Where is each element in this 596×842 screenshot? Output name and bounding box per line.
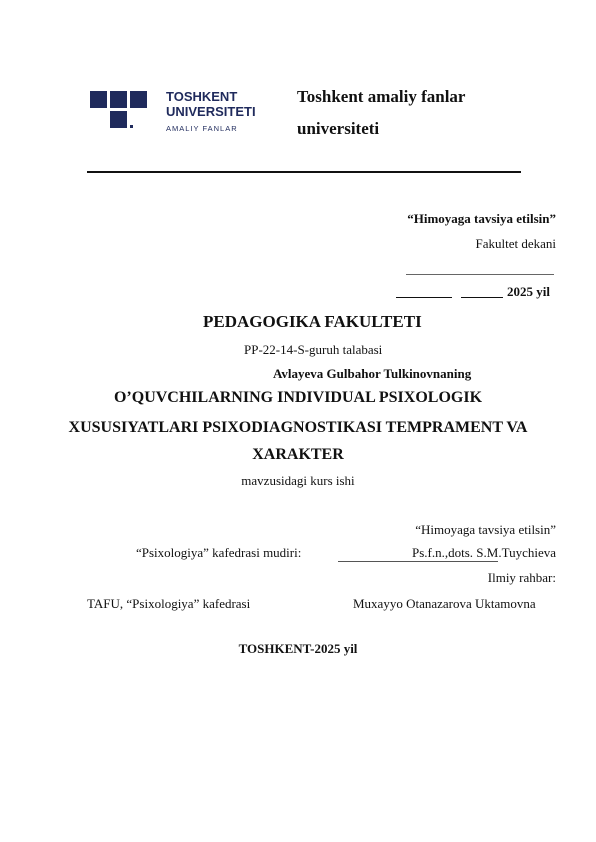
student-group: PP-22-14-S-guruh talabasi (244, 342, 383, 357)
topic-subtitle: mavzusidagi kurs ishi (241, 473, 355, 488)
logo-text-line3: AMALIY FANLAR (166, 124, 238, 133)
date-month-line (461, 297, 503, 298)
student-name: Avlayeva Gulbahor Tulkinovnaning (273, 366, 472, 381)
header-divider (87, 171, 521, 173)
faculty-title: PEDAGOGIKA FAKULTETI (203, 312, 422, 331)
signature-line (406, 274, 554, 275)
date-day-line (396, 297, 452, 298)
logo-square-small (130, 125, 133, 128)
footer-city-year: TOSHKENT-2025 yil (238, 641, 358, 656)
logo-text-line2: UNIVERSITETI (166, 104, 256, 119)
logo-square (130, 91, 147, 108)
department-head-name: Ps.f.n.,dots. S.M.Tuychieva (412, 545, 556, 560)
department-head-label: “Psixologiya” kafedrasi mudiri: (136, 545, 302, 560)
university-name-line2: universiteti (297, 119, 380, 138)
university-name-line1: Toshkent amaliy fanlar (297, 87, 466, 106)
head-signature-line (338, 561, 498, 562)
advisor-name: Muxayyo Otanazarova Uktamovna (353, 596, 536, 611)
logo-square (110, 91, 127, 108)
topic-line3: XARAKTER (252, 446, 344, 463)
approval-year: 2025 yil (507, 284, 550, 299)
logo-square (110, 111, 127, 128)
topic-line1: O’QUVCHILARNING INDIVIDUAL PSIXOLOGIK (113, 389, 483, 406)
department-name: TAFU, “Psixologiya” kafedrasi (87, 596, 251, 611)
department-recommend: “Himoyaga tavsiya etilsin” (415, 522, 556, 537)
advisor-label: Ilmiy rahbar: (487, 570, 556, 585)
logo-text-line1: TOSHKENT (166, 89, 238, 104)
approval-title: “Himoyaga tavsiya etilsin” (407, 211, 556, 226)
approval-position: Fakultet dekani (475, 236, 556, 251)
topic-line2: XUSUSIYATLARI PSIXODIAGNOSTIKASI TEMPRAMENT VA (68, 419, 528, 436)
logo-square (90, 91, 107, 108)
